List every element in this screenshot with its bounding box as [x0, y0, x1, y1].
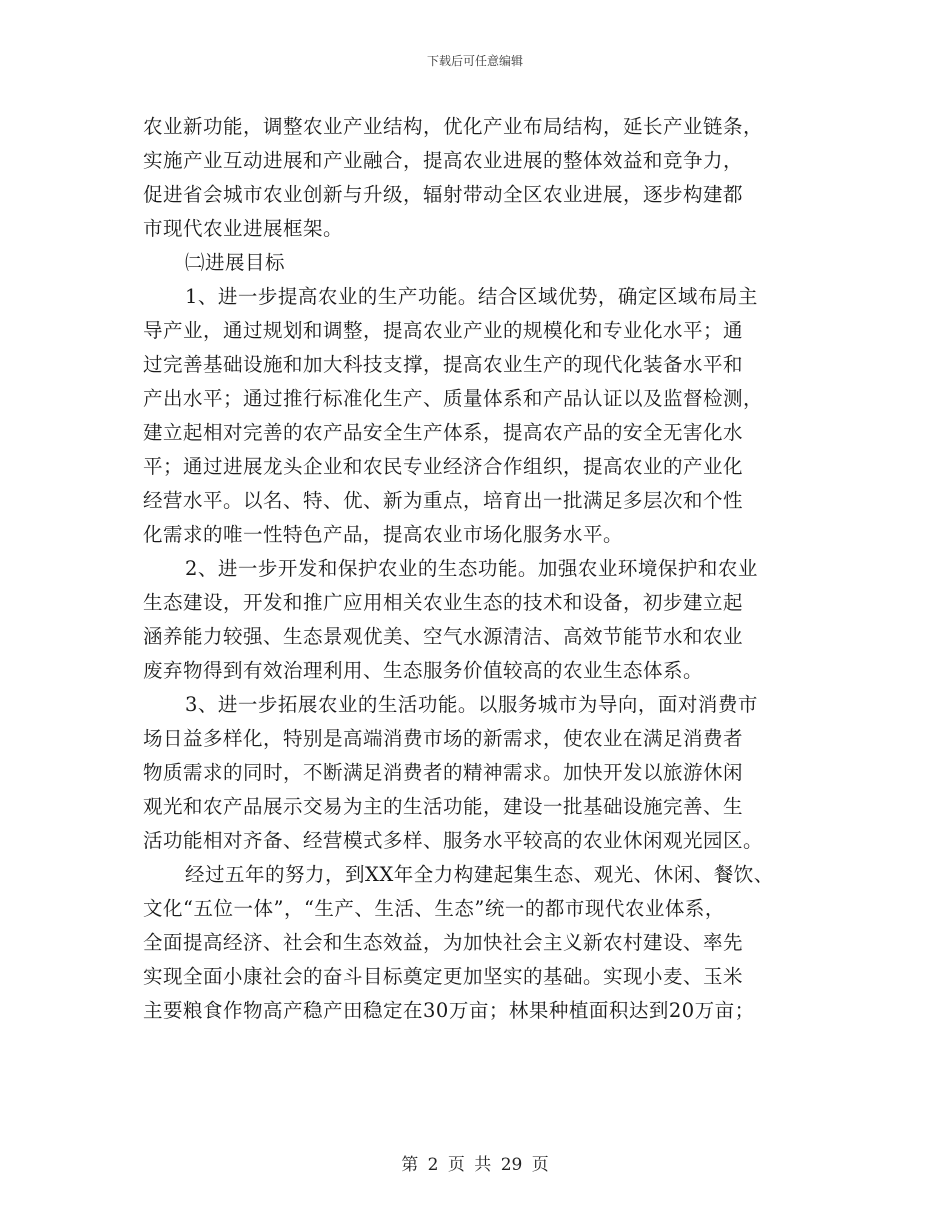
document-body — [143, 110, 823, 1028]
text-line: 场日益多样化，特别是高端消费市场的新需求，使农业在满足消费者 — [143, 727, 744, 750]
text-line: 主要粮食作物高产稳产田稳定在30万亩；林果种植面积达到20万亩； — [143, 999, 755, 1022]
page-header: 下载后可任意编辑 — [426, 54, 523, 68]
text-line: 实施产业互动进展和产业融合，提高农业进展的整体效益和竞争力， — [143, 149, 744, 172]
text-line: 市现代农业进展框架。 — [143, 217, 344, 240]
text-line: 化需求的唯一性特色产品，提高农业市场化服务水平。 — [143, 523, 624, 546]
text-line: 观光和农产品展示交易为主的生活功能，建设一批基础设施完善、生 — [143, 795, 744, 818]
text-line: 3、进一步拓展农业的生活功能。以服务城市为导向，面对消费市 — [185, 693, 758, 716]
text-line: 产出水平；通过推行标准化生产、质量体系和产品认证以及监督检测， — [143, 387, 764, 410]
text-line: 1、进一步提高农业的生产功能。结合区域优势，确定区域布局主 — [185, 285, 758, 308]
text-line: 全面提高经济、社会和生态效益，为加快社会主义新农村建设、率先 — [143, 931, 744, 954]
text-line: 经过五年的努力，到XX年全力构建起集生态、观光、休闲、餐饮、 — [185, 863, 774, 886]
text-line: 废弃物得到有效治理利用、生态服务价值较高的农业生态体系。 — [143, 659, 704, 682]
text-line: 促进省会城市农业创新与升级，辐射带动全区农业进展，逐步构建都 — [143, 183, 744, 206]
text-line: 过完善基础设施和加大科技支撑，提高农业生产的现代化装备水平和 — [143, 353, 744, 376]
text-line: 2、进一步开发和保护农业的生态功能。加强农业环境保护和农业 — [185, 557, 758, 580]
text-line: 导产业，通过规划和调整，提高农业产业的规模化和专业化水平；通 — [143, 319, 744, 342]
text-line: 实现全面小康社会的奋斗目标奠定更加坚实的基础。实现小麦、玉米 — [143, 965, 744, 988]
text-line: 物质需求的同时，不断满足消费者的精神需求。加快开发以旅游休闲 — [143, 761, 744, 784]
text-line: 涵养能力较强、生态景观优美、空气水源清洁、高效节能节水和农业 — [143, 625, 744, 648]
text-line: 活功能相对齐备、经营模式多样、服务水平较高的农业休闲观光园区。 — [143, 829, 764, 852]
text-line: 生态建设，开发和推广应用相关农业生态的技术和设备，初步建立起 — [143, 591, 744, 614]
text-line: 平；通过进展龙头企业和农民专业经济合作组织，提高农业的产业化 — [143, 455, 744, 478]
page-footer: 第 2 页 共 29 页 — [401, 1155, 549, 1175]
text-line: ㈡进展目标 — [185, 251, 286, 274]
text-line: 农业新功能，调整农业产业结构，优化产业布局结构，延长产业链条， — [143, 115, 764, 138]
text-line: 建立起相对完善的农产品安全生产体系，提高农产品的安全无害化水 — [143, 421, 744, 444]
text-line: 文化“五位一体”，“生产、生活、生态”统一的都市现代农业体系， — [143, 897, 725, 920]
text-line: 经营水平。以名、特、优、新为重点，培育出一批满足多层次和个性 — [143, 489, 744, 512]
